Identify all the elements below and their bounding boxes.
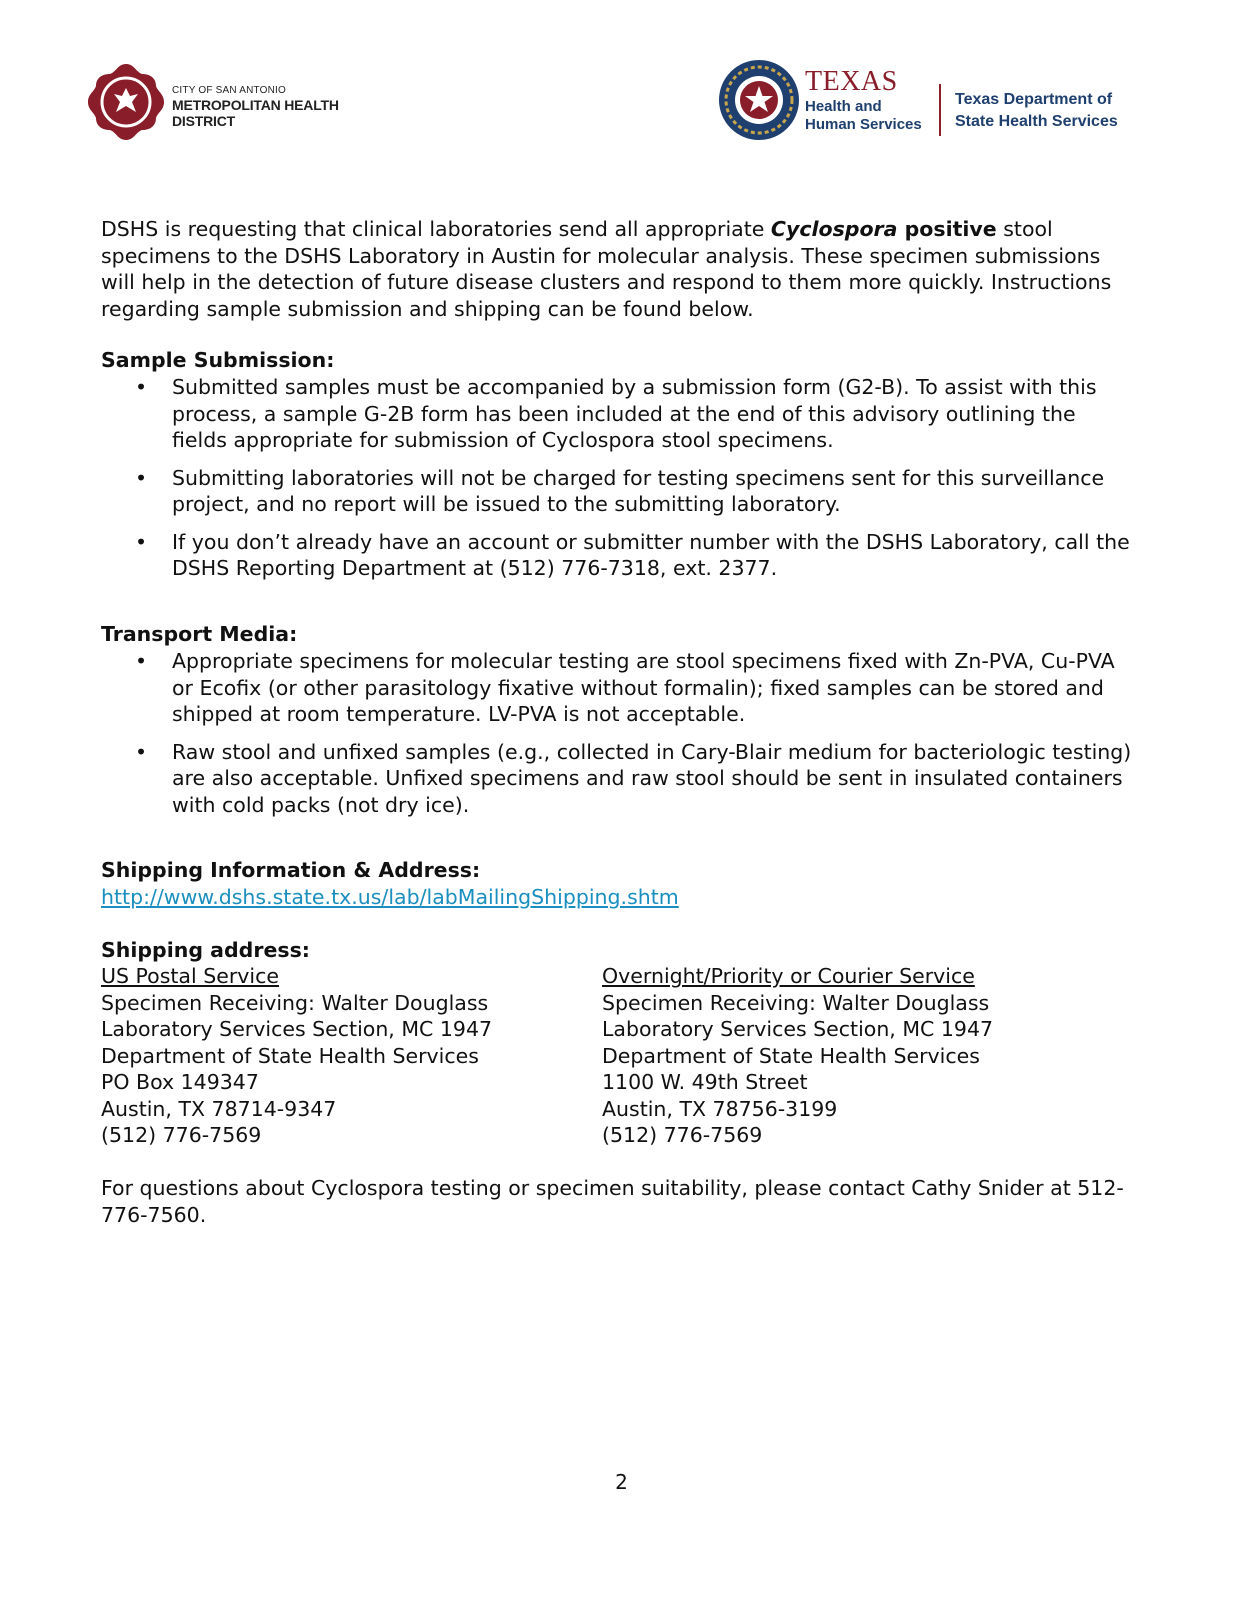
hhs-wordmark: Health and Human Services bbox=[805, 98, 922, 133]
page-number: 2 bbox=[615, 1470, 628, 1494]
address-line: Laboratory Services Section, MC 1947 bbox=[101, 1017, 493, 1041]
shipping-address-heading: Shipping address: bbox=[101, 938, 310, 962]
list-item-text: Submitted samples must be accompanied by a submission form (G2-B). To assist with this process, a sample G-2B form has been included at the end of this advisory outlining the fields appropriate for submission of Cyclospora stool specimens. bbox=[172, 375, 1097, 452]
intro-positive: positive bbox=[897, 217, 997, 241]
metro-health-logo bbox=[86, 62, 386, 142]
address-phone: (512) 776-7569 bbox=[602, 1123, 763, 1147]
list-item bbox=[135, 374, 1135, 454]
usps-caption: US Postal Service bbox=[101, 964, 279, 988]
intro-cyclospora: Cyclospora bbox=[770, 217, 898, 241]
list-item-text: Appropriate specimens for molecular testing are stool specimens fixed with Zn-PVA, Cu-PVA or Ecofix (or other parasitology fixative without formalin); fixed samples can be stored and shipped at room temperature. LV-PVA is not acceptable. bbox=[172, 649, 1115, 726]
address-line: Austin, TX 78714-9347 bbox=[101, 1096, 337, 1121]
list-item-text: If you don’t already have an account or submitter number with the DSHS Laboratory, call the DSHS Reporting Department at (512) 776-7318, ext. 2377. bbox=[172, 529, 1130, 580]
transport-media-heading: Transport Media: bbox=[101, 622, 298, 646]
address-line: Specimen Receiving: Walter Douglass bbox=[101, 990, 489, 1015]
list-item-text: Submitting laboratories will not be charged for testing specimens sent for this surveillance project, and no report will be issued to the submitting laboratory. bbox=[172, 465, 1105, 516]
questions-paragraph: For questions about Cyclospora testing or specimen suitability, please contact Cathy Snider at 512-776-7560. bbox=[101, 1176, 1124, 1227]
shipping-info-link-wrap bbox=[101, 884, 679, 911]
bullet-icon: • bbox=[135, 465, 148, 490]
usps-address-block bbox=[101, 963, 492, 1149]
texas-hhs-logo bbox=[717, 58, 1157, 144]
dshs-wordmark: Texas Department of State Health Services bbox=[955, 91, 1118, 130]
courier-address-block bbox=[602, 963, 993, 1149]
address-line: 1100 W. 49th Street bbox=[602, 1070, 808, 1094]
bullet-icon: • bbox=[135, 375, 148, 399]
shipping-info-heading: Shipping Information & Address: bbox=[101, 858, 481, 882]
shipping-info-link[interactable]: http://www.dshs.state.tx.us/lab/labMailingShipping.shtm bbox=[101, 885, 679, 909]
address-line: Laboratory Services Section, MC 1947 bbox=[602, 1017, 994, 1041]
logo-divider bbox=[939, 84, 941, 136]
metro-city-label: CITY OF SAN ANTONIO bbox=[172, 85, 287, 96]
bullet-icon: • bbox=[135, 739, 148, 764]
intro-paragraph bbox=[101, 216, 1131, 322]
list-item bbox=[135, 648, 1135, 728]
list-item bbox=[135, 739, 1135, 819]
texas-wordmark: TEXAS bbox=[805, 66, 898, 97]
address-line: Department of State Health Services bbox=[101, 1043, 479, 1068]
bullet-icon: • bbox=[135, 529, 148, 554]
courier-caption: Overnight/Priority or Courier Service bbox=[602, 964, 975, 988]
list-item bbox=[135, 465, 1135, 518]
address-line: Specimen Receiving: Walter Douglass bbox=[602, 990, 990, 1015]
texas-seal-icon bbox=[717, 58, 801, 142]
bullet-icon: • bbox=[135, 649, 148, 673]
metro-district-label: METROPOLITAN HEALTH DISTRICT bbox=[172, 97, 339, 129]
address-line: Austin, TX 78756-3199 bbox=[602, 1096, 838, 1121]
address-line: PO Box 149347 bbox=[101, 1070, 259, 1094]
address-phone: (512) 776-7569 bbox=[101, 1123, 262, 1147]
address-line: Department of State Health Services bbox=[602, 1043, 980, 1068]
intro-text-start: DSHS is requesting that clinical laboratories send all appropriate bbox=[101, 217, 771, 241]
transport-media-list bbox=[135, 648, 1135, 829]
list-item-text: Raw stool and unfixed samples (e.g., collected in Cary-Blair medium for bacteriologic testing) are also acceptable. Unfixed specimens and raw stool should be sent in insulated containers with cold packs (not dry ice). bbox=[172, 739, 1132, 817]
list-item bbox=[135, 529, 1135, 582]
intro-text-end: stool specimens to the DSHS Laboratory in Austin for molecular analysis. These specimen submissions will help in the detection of future disease clusters and respond to them more quickly. Instructions regarding sample submission and shipping can be found below. bbox=[101, 217, 1112, 321]
sample-submission-list bbox=[135, 374, 1135, 593]
sample-submission-heading: Sample Submission: bbox=[101, 348, 335, 372]
